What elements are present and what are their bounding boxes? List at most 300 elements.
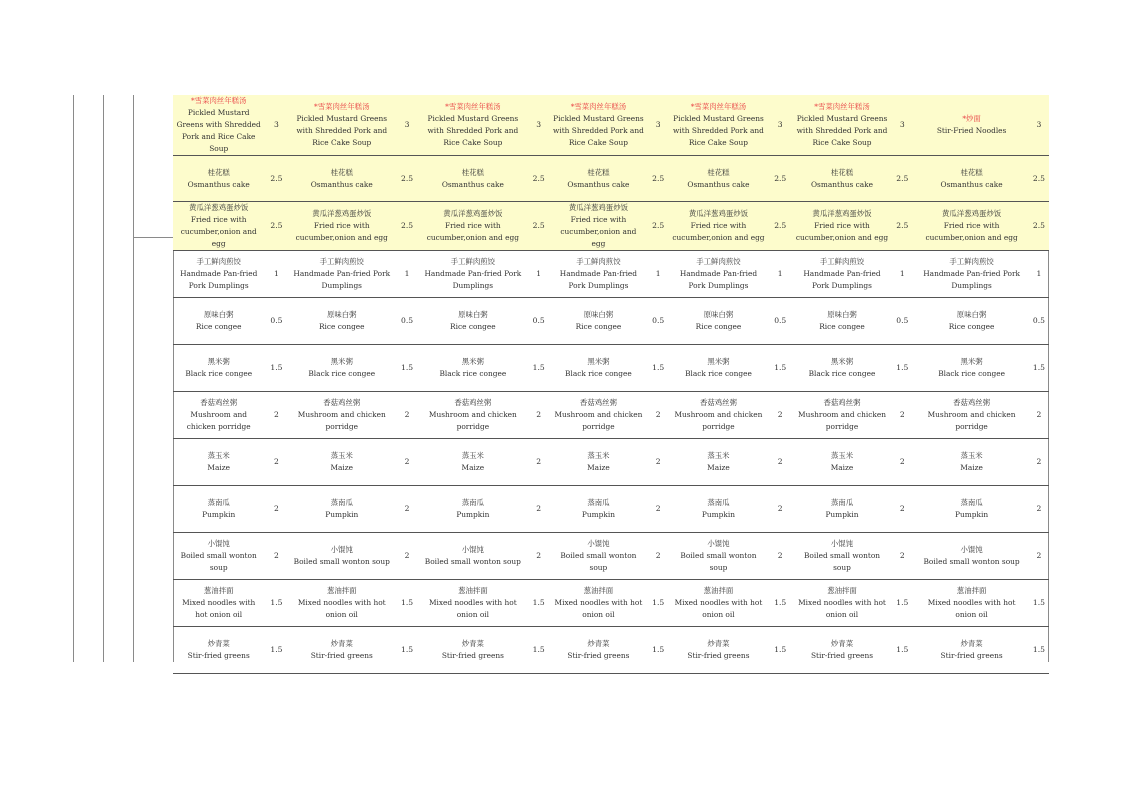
dish-name-english: Black rice congee <box>808 369 876 378</box>
dish-name-chinese: 小馄饨 <box>960 545 983 554</box>
dish-name-english: Pickled Mustard Greens with Shredded Pork and Rice Cake Soup <box>176 108 261 153</box>
dish-name-chinese: 桂花糕 <box>707 167 730 177</box>
dish-name-english: Pickled Mustard Greens with Shredded Pork and Rice Cake Soup <box>796 114 888 147</box>
dish-name-chinese: 黄瓜洋葱鸡蛋炒饭 <box>443 209 503 218</box>
menu-row <box>173 627 1049 674</box>
dish-cell <box>551 202 646 251</box>
dish-price: 2 <box>767 439 794 486</box>
dish-name-chinese: 葱油拌面 <box>827 586 857 595</box>
dish-price: 2 <box>395 392 419 439</box>
dish-name-chinese: 葱油拌面 <box>583 586 614 595</box>
dish-price: 2 <box>767 533 794 580</box>
dish-price: 2 <box>395 486 419 533</box>
dish-cell <box>173 298 264 345</box>
dish-cell <box>794 580 890 627</box>
dish-price: 2.5 <box>767 202 794 251</box>
dish-name-chinese: 蒸玉米 <box>207 451 230 460</box>
dish-price: 3 <box>1029 95 1049 156</box>
dish-name-english: Maize <box>587 463 610 472</box>
dish-cell <box>670 533 766 580</box>
dish-price: 2 <box>890 533 914 580</box>
menu-row <box>173 298 1049 345</box>
dish-name-chinese: 黄瓜洋葱鸡蛋炒饭 <box>312 209 372 218</box>
dish-cell <box>551 251 646 298</box>
dish-name-chinese: 葱油拌面 <box>703 586 734 595</box>
dish-name-chinese: *雪菜肉丝年糕汤 <box>690 102 747 111</box>
dish-price: 2 <box>646 486 670 533</box>
dish-name-chinese: 炒青菜 <box>587 639 610 648</box>
dish-name-chinese: *雪菜肉丝年糕汤 <box>814 102 870 111</box>
dish-price: 2 <box>1029 392 1049 439</box>
dish-cell <box>914 345 1029 392</box>
dish-price: 1.5 <box>527 627 551 674</box>
dish-name-chinese: 炒青菜 <box>960 639 983 648</box>
dish-price: 2.5 <box>890 202 914 251</box>
dish-price: 2 <box>646 439 670 486</box>
dish-name-chinese: *炒面 <box>962 114 981 123</box>
dish-cell <box>173 533 264 580</box>
dish-price: 2.5 <box>890 156 914 202</box>
dish-cell <box>794 627 890 674</box>
dish-price: 1.5 <box>890 580 914 627</box>
dish-name-english: Mixed noodles with hot onion oil <box>554 598 643 619</box>
dish-name-chinese: 原味白粥 <box>827 310 857 319</box>
dish-name-english: Maize <box>707 463 730 472</box>
dish-price: 2 <box>890 486 914 533</box>
dish-name-english: Pickled Mustard Greens with Shredded Pork and Rice Cake Soup <box>427 114 519 147</box>
dish-name-english: Pumpkin <box>581 510 615 519</box>
dish-price: 1 <box>646 251 670 298</box>
dish-name-chinese: 蒸南瓜 <box>587 498 610 507</box>
dish-name-chinese: 炒青菜 <box>830 639 854 648</box>
dish-name-chinese: 小馄饨 <box>330 545 353 554</box>
dish-price: 1.5 <box>767 580 794 627</box>
dish-name-english: Black rice congee <box>439 369 507 378</box>
dish-name-chinese: 蒸玉米 <box>960 451 983 460</box>
dish-name-english: Black rice congee <box>685 369 752 378</box>
dish-cell <box>173 202 264 251</box>
dish-name-chinese: 手工鲜肉煎饺 <box>450 257 496 266</box>
dish-name-english: Boiled small wonton soup <box>680 551 757 572</box>
dish-name-english: Stir-fried greens <box>441 651 504 660</box>
dish-name-english: Maize <box>830 463 854 472</box>
dish-name-chinese: 原味白粥 <box>458 310 488 319</box>
dish-cell <box>289 156 395 202</box>
dish-name-chinese: 蒸南瓜 <box>707 498 730 507</box>
dish-cell <box>670 439 766 486</box>
dish-cell <box>419 486 526 533</box>
dish-cell <box>670 202 766 251</box>
dish-name-english: Stir-fried greens <box>567 651 630 660</box>
dish-cell <box>289 486 395 533</box>
dish-name-english: Mixed noodles with hot onion oil <box>182 598 256 619</box>
dish-name-english: Mushroom and chicken porridge <box>428 410 517 431</box>
dish-cell <box>419 345 526 392</box>
dish-price: 0.5 <box>395 298 419 345</box>
dish-name-english: Mushroom and chicken porridge <box>674 410 763 431</box>
dish-cell <box>551 95 646 156</box>
dish-price: 1.5 <box>527 345 551 392</box>
dish-name-chinese: *雪菜肉丝年糕汤 <box>570 102 627 111</box>
dish-price: 3 <box>527 95 551 156</box>
dish-price: 2.5 <box>395 156 419 202</box>
dish-price: 2 <box>767 486 794 533</box>
dish-name-english: Boiled small wonton soup <box>424 557 521 566</box>
dish-name-english: Rice congee <box>450 322 496 331</box>
dish-name-chinese: 手工鲜肉煎饺 <box>196 257 241 266</box>
dish-cell <box>173 439 264 486</box>
dish-name-english: Pumpkin <box>701 510 735 519</box>
dish-name-english: Handmade Pan-fried Pork Dumplings <box>923 269 1020 290</box>
dish-name-chinese: 原味白粥 <box>326 310 357 319</box>
dish-price: 0.5 <box>527 298 551 345</box>
dish-name-chinese: 黄瓜洋葱鸡蛋炒饭 <box>688 209 749 218</box>
dish-cell <box>419 95 526 156</box>
dish-cell <box>289 345 395 392</box>
dish-price: 1.5 <box>395 627 419 674</box>
dish-name-english: Rice congee <box>819 322 865 331</box>
dish-name-english: Mushroom and chicken porridge <box>554 410 643 431</box>
dish-price: 1.5 <box>1029 580 1049 627</box>
dish-name-english: Pickled Mustard Greens with Shredded Pork and Rice Cake Soup <box>673 114 764 147</box>
dish-name-english: Maize <box>330 463 354 472</box>
dish-price: 2.5 <box>264 202 288 251</box>
dish-name-chinese: 炒青菜 <box>707 639 730 648</box>
dish-name-chinese: 炒青菜 <box>330 639 353 648</box>
dish-cell <box>670 95 766 156</box>
dish-name-chinese: 小馄饨 <box>707 539 730 548</box>
dish-name-english: Stir-fried greens <box>810 651 874 660</box>
dish-name-chinese: 手工鲜肉煎饺 <box>319 257 364 266</box>
dish-price: 1 <box>264 251 288 298</box>
dish-price: 1 <box>1029 251 1049 298</box>
dish-price: 2.5 <box>1029 202 1049 251</box>
dish-cell <box>914 627 1029 674</box>
dish-name-chinese: 蒸玉米 <box>587 451 610 460</box>
dish-cell <box>670 392 766 439</box>
dish-price: 0.5 <box>767 298 794 345</box>
frame-line-outer <box>73 95 74 662</box>
dish-cell <box>794 202 890 251</box>
dish-price: 2 <box>264 533 288 580</box>
dish-name-english: Mixed noodles with hot onion oil <box>674 598 763 619</box>
dish-name-chinese: 香菇鸡丝粥 <box>200 398 238 407</box>
dish-cell <box>419 627 526 674</box>
dish-cell <box>914 156 1029 202</box>
dish-price: 2 <box>646 392 670 439</box>
dish-name-chinese: 桂花糕 <box>587 167 610 177</box>
dish-name-english: Black rice congee <box>565 369 632 378</box>
dish-name-chinese: 香菇鸡丝粥 <box>699 398 737 407</box>
dish-name-english: Osmanthus cake <box>441 179 504 189</box>
dish-name-english: Fried rice with cucumber,onion and egg <box>295 221 388 242</box>
dish-name-english: Pickled Mustard Greens with Shredded Pork and Rice Cake Soup <box>296 114 388 147</box>
dish-cell <box>419 580 526 627</box>
dish-cell <box>670 486 766 533</box>
menu-row <box>173 95 1049 156</box>
menu-row <box>173 533 1049 580</box>
menu-row <box>173 392 1049 439</box>
dish-cell <box>419 533 526 580</box>
dish-name-chinese: 蒸玉米 <box>830 451 854 460</box>
dish-name-english: Rice congee <box>318 322 365 331</box>
dish-name-chinese: 黑米粥 <box>707 357 730 366</box>
dish-name-chinese: 黄瓜洋葱鸡蛋炒饭 <box>189 203 249 212</box>
dish-cell <box>419 439 526 486</box>
dish-cell <box>173 392 264 439</box>
dish-name-english: Pumpkin <box>955 510 989 519</box>
dish-cell <box>551 392 646 439</box>
dish-cell <box>914 439 1029 486</box>
dish-cell <box>289 298 395 345</box>
dish-price: 1.5 <box>264 580 288 627</box>
dish-price: 2 <box>527 392 551 439</box>
dish-name-english: Maize <box>461 463 485 472</box>
dish-name-chinese: 葱油拌面 <box>326 586 357 595</box>
dish-cell <box>794 298 890 345</box>
dish-name-english: Handmade Pan-fried Pork Dumplings <box>679 269 758 290</box>
dish-name-english: Pickled Mustard Greens with Shredded Pork and Rice Cake Soup <box>553 114 644 147</box>
dish-price: 1.5 <box>395 580 419 627</box>
dish-price: 2 <box>646 533 670 580</box>
dish-cell <box>670 298 766 345</box>
dish-name-chinese: 黄瓜洋葱鸡蛋炒饭 <box>568 203 628 212</box>
dish-name-chinese: 小馄饨 <box>207 539 230 548</box>
dish-name-chinese: 蒸南瓜 <box>960 498 983 507</box>
dish-name-english: Mixed noodles with hot onion oil <box>428 598 517 619</box>
dish-name-english: Mushroom and chicken porridge <box>798 410 886 431</box>
dish-name-chinese: 原味白粥 <box>203 310 234 319</box>
dish-name-english: Osmanthus cake <box>187 179 250 189</box>
dish-cell <box>419 298 526 345</box>
dish-price: 2.5 <box>527 156 551 202</box>
dish-price: 1.5 <box>1029 627 1049 674</box>
dish-name-english: Handmade Pan-fried Pork Dumplings <box>559 269 638 290</box>
dish-cell <box>551 345 646 392</box>
dish-name-chinese: 香菇鸡丝粥 <box>454 398 492 407</box>
dish-price: 2 <box>264 392 288 439</box>
dish-price: 3 <box>767 95 794 156</box>
dish-name-english: Maize <box>207 463 230 472</box>
dish-cell <box>173 251 264 298</box>
dish-name-chinese: 葱油拌面 <box>203 586 234 595</box>
dish-cell <box>173 627 264 674</box>
dish-name-english: Handmade Pan-fried Pork Dumplings <box>180 269 258 290</box>
dish-price: 3 <box>646 95 670 156</box>
dish-name-chinese: 小馄饨 <box>461 545 484 554</box>
dish-cell <box>173 95 264 156</box>
dish-name-english: Boiled small wonton soup <box>923 557 1020 566</box>
dish-cell <box>914 298 1029 345</box>
menu-row <box>173 439 1049 486</box>
dish-name-english: Mixed noodles with hot onion oil <box>297 598 386 619</box>
menu-row <box>173 345 1049 392</box>
dish-cell <box>551 298 646 345</box>
dish-price: 2 <box>767 392 794 439</box>
menu-row <box>173 156 1049 202</box>
menu-row <box>173 486 1049 533</box>
dish-cell <box>289 533 395 580</box>
dish-name-english: Maize <box>960 463 983 472</box>
dish-cell <box>289 392 395 439</box>
dish-price: 1.5 <box>646 627 670 674</box>
dish-price: 2.5 <box>646 156 670 202</box>
dish-cell <box>419 202 526 251</box>
dish-name-english: Mixed noodles with hot onion oil <box>927 598 1016 619</box>
dish-price: 1 <box>890 251 914 298</box>
dish-name-chinese: 黑米粥 <box>461 357 484 366</box>
dish-price: 1 <box>527 251 551 298</box>
dish-name-chinese: 炒青菜 <box>207 639 230 648</box>
dish-name-english: Osmanthus cake <box>567 179 630 189</box>
dish-name-chinese: 手工鲜肉煎饺 <box>576 257 621 266</box>
dish-cell <box>794 533 890 580</box>
dish-name-english: Mushroom and chicken porridge <box>927 410 1016 431</box>
dish-cell <box>289 439 395 486</box>
dish-cell <box>670 580 766 627</box>
dish-price: 1.5 <box>646 580 670 627</box>
dish-name-chinese: 原味白粥 <box>956 310 987 319</box>
dish-price: 2 <box>264 486 288 533</box>
dish-name-english: Boiled small wonton soup <box>180 551 257 572</box>
dish-name-english: Rice congee <box>195 322 242 331</box>
dish-name-chinese: 蒸南瓜 <box>830 498 854 507</box>
dish-name-english: Stir-fried greens <box>687 651 750 660</box>
dish-name-english: Osmanthus cake <box>310 179 373 189</box>
dish-name-chinese: 香菇鸡丝粥 <box>823 398 861 407</box>
dish-price: 3 <box>264 95 288 156</box>
dish-name-english: Mushroom and chicken porridge <box>186 410 251 431</box>
dish-name-chinese: *雪菜肉丝年糕汤 <box>314 102 370 111</box>
dish-name-chinese: 小馄饨 <box>830 539 854 548</box>
dish-cell <box>551 580 646 627</box>
dish-name-english: Handmade Pan-fried Pork Dumplings <box>293 269 391 290</box>
dish-name-english: Pumpkin <box>202 510 236 519</box>
dish-cell <box>419 392 526 439</box>
dish-price: 2.5 <box>527 202 551 251</box>
breakfast-menu-table <box>173 95 1049 674</box>
dish-name-english: Fried rice with cucumber,onion and egg <box>795 221 889 242</box>
dish-name-chinese: 原味白粥 <box>703 310 734 319</box>
dish-price: 2 <box>527 533 551 580</box>
dish-cell <box>173 486 264 533</box>
dish-name-chinese: 蒸南瓜 <box>330 498 353 507</box>
dish-cell <box>670 345 766 392</box>
dish-name-chinese: 蒸玉米 <box>330 451 353 460</box>
dish-price: 2 <box>890 392 914 439</box>
dish-name-chinese: 原味白粥 <box>583 310 614 319</box>
menu-row <box>173 251 1049 298</box>
dish-cell <box>914 202 1029 251</box>
dish-name-english: Pumpkin <box>456 510 490 519</box>
dish-name-english: Fried rice with cucumber,onion and egg <box>560 215 637 248</box>
dish-cell <box>551 486 646 533</box>
dish-name-chinese: 桂花糕 <box>461 167 484 177</box>
dish-cell <box>289 251 395 298</box>
dish-cell <box>914 392 1029 439</box>
dish-name-chinese: 黑米粥 <box>830 357 854 366</box>
dish-cell <box>173 345 264 392</box>
dish-name-english: Fried rice with cucumber,onion and egg <box>925 221 1018 242</box>
dish-cell <box>551 156 646 202</box>
dish-price: 2 <box>890 439 914 486</box>
dish-name-chinese: 手工鲜肉煎饺 <box>949 257 994 266</box>
frame-line-inner <box>133 95 134 662</box>
dish-name-english: Black rice congee <box>308 369 376 378</box>
dish-cell <box>914 580 1029 627</box>
dish-name-chinese: 黑米粥 <box>207 357 230 366</box>
dish-price: 1.5 <box>767 345 794 392</box>
dish-name-chinese: 香菇鸡丝粥 <box>953 398 991 407</box>
dish-price: 0.5 <box>646 298 670 345</box>
dish-cell <box>289 580 395 627</box>
dish-name-chinese: 黑米粥 <box>960 357 983 366</box>
dish-cell <box>794 251 890 298</box>
dish-name-chinese: 蒸南瓜 <box>461 498 484 507</box>
dish-cell <box>794 95 890 156</box>
dish-cell <box>419 251 526 298</box>
dish-price: 1.5 <box>264 345 288 392</box>
dish-name-chinese: 香菇鸡丝粥 <box>323 398 361 407</box>
dish-cell <box>914 533 1029 580</box>
dish-name-chinese: 黑米粥 <box>330 357 353 366</box>
dish-cell <box>670 156 766 202</box>
dish-name-chinese: 葱油拌面 <box>956 586 987 595</box>
dish-name-chinese: 黄瓜洋葱鸡蛋炒饭 <box>812 209 872 218</box>
dish-name-english: Black rice congee <box>185 369 253 378</box>
dish-price: 2 <box>1029 486 1049 533</box>
dish-name-english: Stir-fried greens <box>940 651 1003 660</box>
dish-name-chinese: 炒青菜 <box>461 639 484 648</box>
dish-cell <box>914 486 1029 533</box>
dish-price: 2 <box>527 486 551 533</box>
dish-price: 2 <box>1029 439 1049 486</box>
dish-price: 2 <box>395 439 419 486</box>
dish-name-english: Mixed noodles with hot onion oil <box>798 598 886 619</box>
dish-name-english: Mushroom and chicken porridge <box>297 410 386 431</box>
dish-name-chinese: 黑米粥 <box>587 357 610 366</box>
dish-cell <box>173 156 264 202</box>
dish-name-chinese: 桂花糕 <box>960 167 983 177</box>
dish-name-english: Osmanthus cake <box>687 179 750 189</box>
dish-name-chinese: 手工鲜肉煎饺 <box>696 257 741 266</box>
dish-name-chinese: 桂花糕 <box>330 167 353 177</box>
dish-cell <box>551 627 646 674</box>
dish-name-chinese: 蒸玉米 <box>461 451 484 460</box>
dish-price: 3 <box>890 95 914 156</box>
dish-name-chinese: 蒸南瓜 <box>207 498 230 507</box>
dish-name-chinese: *雪菜肉丝年糕汤 <box>445 102 501 111</box>
dish-cell <box>794 439 890 486</box>
dish-name-english: Fried rice with cucumber,onion and egg <box>180 215 257 248</box>
dish-name-chinese: 手工鲜肉煎饺 <box>819 257 865 266</box>
menu-row <box>173 202 1049 251</box>
menu-row <box>173 580 1049 627</box>
dish-cell <box>914 251 1029 298</box>
dish-name-english: Stir-Fried Noodles <box>936 126 1007 135</box>
dish-cell <box>670 251 766 298</box>
dish-price: 1.5 <box>646 345 670 392</box>
dish-price: 0.5 <box>264 298 288 345</box>
dish-name-english: Osmanthus cake <box>940 179 1003 189</box>
dish-cell <box>794 345 890 392</box>
dish-price: 1.5 <box>527 580 551 627</box>
dish-name-chinese: *雪菜肉丝年糕汤 <box>190 96 247 105</box>
dish-cell <box>794 392 890 439</box>
dish-price: 2.5 <box>264 156 288 202</box>
dish-name-english: Stir-fried greens <box>187 651 250 660</box>
dish-cell <box>914 95 1029 156</box>
